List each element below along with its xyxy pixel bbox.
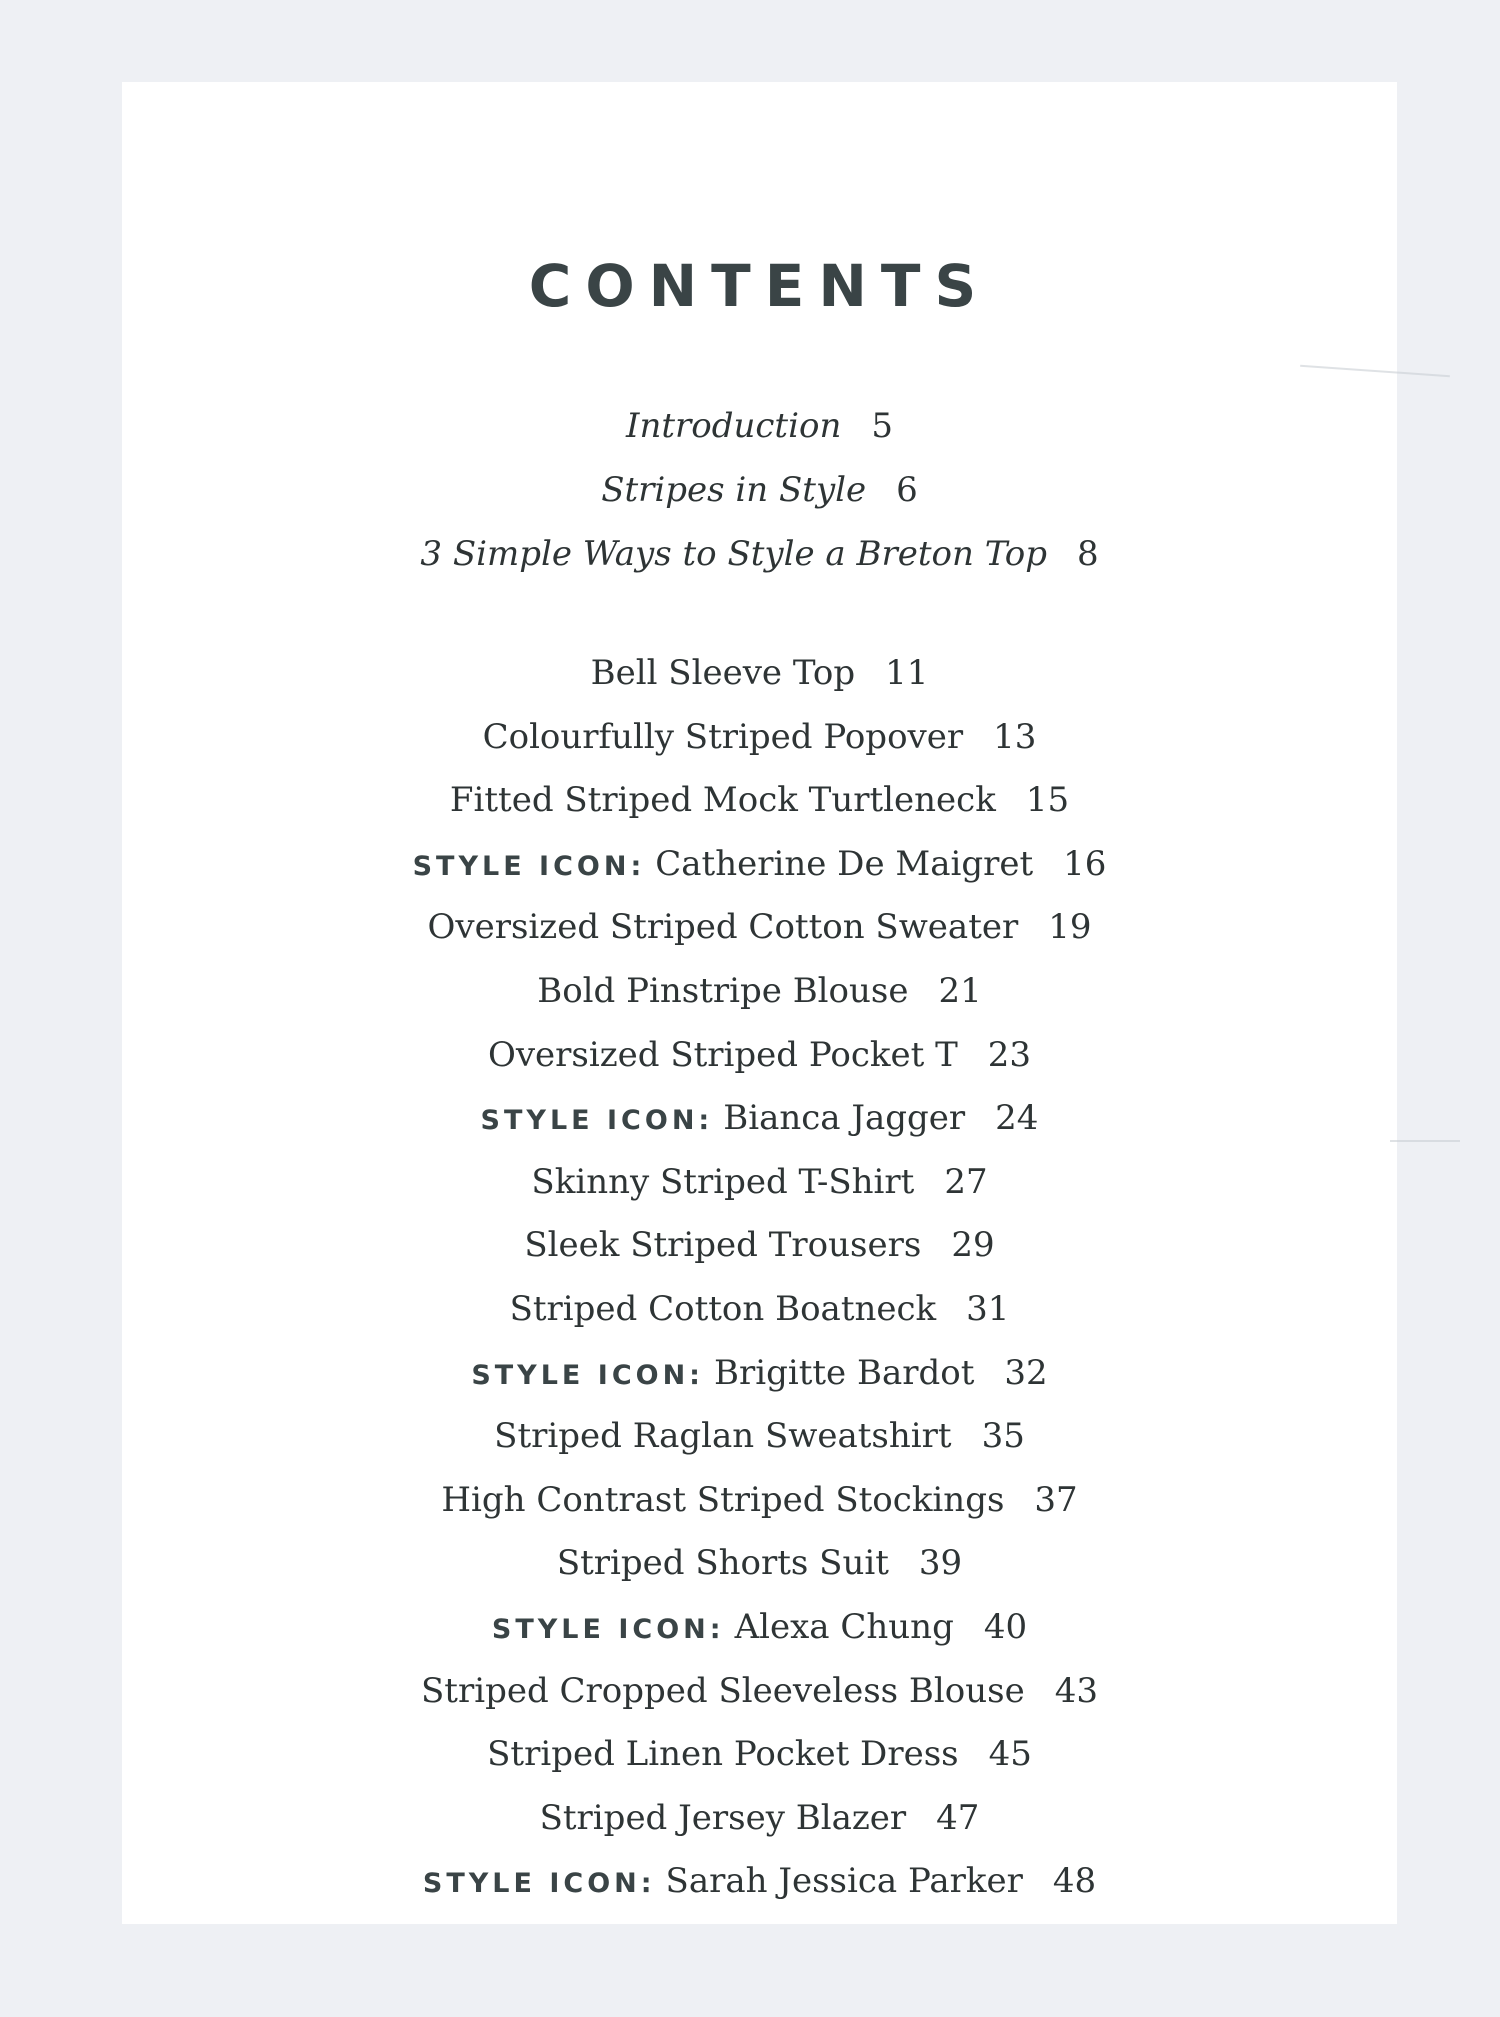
toc-entry[interactable] <box>122 1850 1397 1914</box>
toc-entry[interactable] <box>122 1405 1397 1469</box>
toc-entry[interactable] <box>122 1278 1397 1342</box>
entry-title: Striped Linen Pocket Dress <box>487 1734 959 1775</box>
toc-entry[interactable] <box>122 769 1397 833</box>
toc-entry[interactable] <box>122 1532 1397 1596</box>
entry-title: Striped Cropped Sleeveless Blouse <box>421 1670 1025 1711</box>
entry-page: 21 <box>938 970 982 1011</box>
entry-title: Striped Jersey Blazer <box>539 1797 907 1838</box>
toc-entry[interactable] <box>122 1660 1397 1724</box>
entry-title: Fitted Striped Mock Turtleneck <box>449 780 996 821</box>
entry-title: 3 Simple Ways to Style a Breton Top <box>420 534 1047 574</box>
entry-title: High Contrast Striped Stockings <box>441 1479 1005 1520</box>
entry-page: 35 <box>981 1416 1025 1457</box>
entry-prefix: STYLE ICON: <box>480 1105 714 1137</box>
entry-title: Skinny Striped T-Shirt <box>531 1161 915 1202</box>
toc-entry[interactable] <box>122 1596 1397 1660</box>
toc-entry[interactable] <box>122 1087 1397 1151</box>
toc-entry[interactable] <box>122 960 1397 1024</box>
entry-title: Stripes in Style <box>601 470 867 510</box>
entry-title: Oversized Striped Pocket T <box>487 1034 958 1075</box>
entry-page: 32 <box>1004 1352 1048 1393</box>
toc-entry[interactable] <box>122 1469 1397 1533</box>
entry-title: Brigitte Bardot <box>713 1352 975 1393</box>
entry-title: Bianca Jagger <box>723 1098 966 1139</box>
page-title: CONTENTS <box>528 252 991 320</box>
entry-page: 16 <box>1063 843 1107 884</box>
entry-title: Oversized Striped Cotton Sweater <box>427 907 1019 948</box>
entry-title: Colourfully Striped Popover <box>482 716 964 757</box>
entry-prefix: STYLE ICON: <box>412 850 646 882</box>
entry-page: 11 <box>885 653 929 693</box>
entry-prefix: STYLE ICON: <box>491 1613 725 1645</box>
entry-page: 37 <box>1034 1479 1078 1520</box>
entry-title: Alexa Chung <box>734 1606 954 1647</box>
toc-entry[interactable] <box>122 1342 1397 1406</box>
entry-title: Bell Sleeve Top <box>590 653 856 693</box>
entry-prefix: STYLE ICON: <box>471 1359 704 1391</box>
entry-page: 19 <box>1048 907 1092 948</box>
intro-list <box>122 394 1397 586</box>
toc-entry[interactable] <box>122 522 1397 586</box>
toc-entry[interactable] <box>122 833 1397 897</box>
entry-page: 23 <box>987 1034 1032 1075</box>
entry-title: Striped Raglan Sweatshirt <box>494 1416 952 1457</box>
toc-entry[interactable] <box>122 1214 1397 1278</box>
entry-page: 8 <box>1076 534 1099 574</box>
entry-page: 5 <box>871 406 893 446</box>
toc-entry[interactable] <box>122 1723 1397 1787</box>
entry-page: 48 <box>1052 1861 1097 1902</box>
entry-page: 45 <box>988 1734 1032 1775</box>
entry-page: 6 <box>896 470 918 510</box>
entry-title: Sleek Striped Trousers <box>524 1225 922 1266</box>
entry-page: 40 <box>983 1606 1028 1647</box>
entry-title: Striped Cotton Boatneck <box>509 1288 937 1329</box>
toc-entry[interactable] <box>122 458 1397 522</box>
entry-page: 15 <box>1025 780 1070 821</box>
entry-prefix: STYLE ICON: <box>422 1868 656 1900</box>
entry-page: 43 <box>1054 1670 1098 1711</box>
contents-page <box>122 82 1397 1924</box>
entry-page: 13 <box>993 716 1037 757</box>
toc-entry[interactable] <box>122 394 1397 458</box>
entry-title: Introduction <box>626 406 842 446</box>
toc-entry[interactable] <box>122 1024 1397 1088</box>
main-list <box>122 642 1397 1914</box>
toc-entry[interactable] <box>122 896 1397 960</box>
scan-smudge <box>1390 1140 1460 1142</box>
toc-entry[interactable] <box>122 642 1397 706</box>
toc-entry[interactable] <box>122 1151 1397 1215</box>
entry-title: Sarah Jessica Parker <box>665 1861 1023 1902</box>
toc-entry[interactable] <box>122 706 1397 770</box>
entry-page: 27 <box>944 1161 988 1202</box>
entry-title: Catherine De Maigret <box>655 843 1034 884</box>
entry-page: 29 <box>951 1225 995 1266</box>
entry-title: Striped Shorts Suit <box>556 1543 889 1584</box>
entry-page: 24 <box>995 1098 1039 1139</box>
entry-page: 47 <box>936 1797 980 1838</box>
entry-title: Bold Pinstripe Blouse <box>537 970 909 1011</box>
entry-page: 39 <box>918 1543 963 1584</box>
entry-page: 31 <box>966 1288 1010 1329</box>
toc-entry[interactable] <box>122 1787 1397 1851</box>
